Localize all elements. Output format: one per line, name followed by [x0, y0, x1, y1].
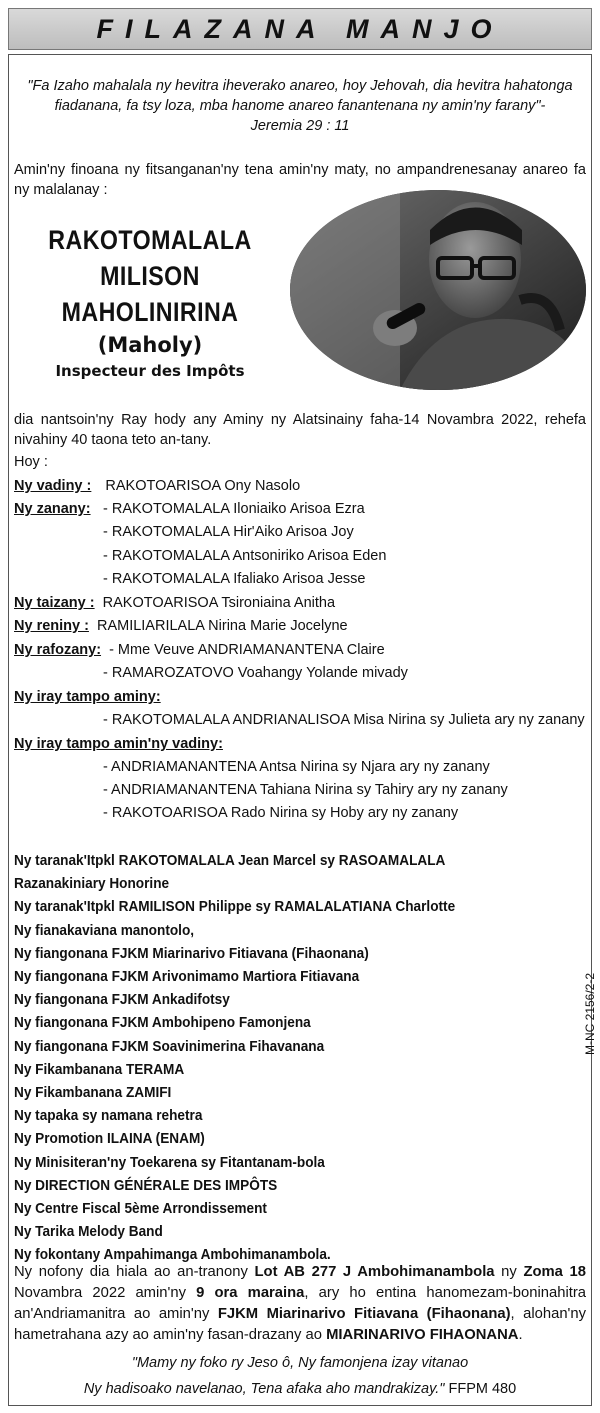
- notice-title: FILAZANA MANJO: [96, 13, 504, 44]
- sibling-item: - RAKOTOMALALA ANDRIANALISOA Misa Nirina sy Julieta ary ny zanany: [103, 712, 585, 728]
- mourner-item: Ny Promotion ILAINA (ENAM): [14, 1131, 205, 1148]
- child-item: - RAKOTOMALALA Hir'Aiko Arisoa Joy: [103, 524, 354, 540]
- hoy-label: Hoy :: [14, 454, 48, 470]
- bible-verse: [24, 76, 576, 136]
- mourner-item: Ny DIRECTION GÉNÉRALE DES IMPÔTS: [14, 1177, 278, 1194]
- deceased-block: [10, 222, 290, 382]
- mourner-item: Ny Minisiteran'ny Toekarena sy Fitantanam-bola: [14, 1154, 325, 1171]
- hymn-quote: [14, 1350, 586, 1402]
- child-item: - RAKOTOMALALA Iloniaiko Arisoa Ezra: [103, 501, 365, 517]
- verse-reference: Jeremia 29 : 11: [250, 118, 350, 134]
- siblings-label: Ny iray tampo aminy:: [14, 689, 161, 705]
- deceased-nickname: (Maholy): [97, 333, 203, 357]
- ad-reference: M-NC 2156/2-2: [583, 972, 597, 1055]
- deceased-surname: RAKOTOMALALA: [48, 225, 252, 255]
- mourner-item: Ny Tarika Melody Band: [14, 1224, 163, 1241]
- burial-place: MIARINARIVO FIHAONANA: [326, 1327, 519, 1343]
- mourner-item: Ny taranak'Itpkl RAKOTOMALALA Jean Marcel sy RASOAMALALA Razanakiniary Honorine: [14, 853, 445, 893]
- mourners-list: [14, 850, 584, 1268]
- mother-name: RAMILIARILALA Nirina Marie Jocelyne: [96, 618, 348, 634]
- mourner-item: Ny tapaka sy namana rehetra: [14, 1108, 203, 1125]
- mourner-item: Ny fiangonana FJKM Ambohipeno Famonjena: [14, 1015, 311, 1032]
- mourner-item: Ny fianakaviana manontolo,: [14, 922, 195, 939]
- spouse-sibling-item: - RAKOTOARISOA Rado Nirina sy Hoby ary ny zanany: [103, 805, 459, 821]
- deceased-title: Inspecteur des Impôts: [55, 362, 245, 380]
- mourner-item: Ny fokontany Ampahimanga Ambohimanambola.: [14, 1247, 331, 1264]
- family-caretaker: [14, 593, 335, 613]
- mourner-item: Ny taranak'Itpkl RAMILISON Philippe sy RAMALALATIANA Charlotte: [14, 899, 456, 916]
- notice-header: [8, 8, 592, 50]
- mourner-item: Ny Centre Fiscal 5ème Arrondissement: [14, 1201, 267, 1218]
- spouse-name: RAKOTOARISOA Ony Nasolo: [105, 478, 301, 494]
- spouse-sibling-item: - ANDRIAMANANTENA Antsa Nirina sy Njara ary ny zanany: [103, 759, 490, 775]
- mourner-item: Ny fiangonana FJKM Soavinimerina Fihavanana: [14, 1038, 325, 1055]
- portrait-icon: [290, 190, 586, 390]
- spouse-label: Ny vadiny :: [14, 478, 92, 494]
- hymn-reference: FFPM 480: [448, 1381, 517, 1397]
- family-in-laws: [14, 640, 385, 660]
- child-item: - RAKOTOMALALA Antsoniriko Arisoa Eden: [103, 548, 387, 564]
- child-item: - RAKOTOMALALA Ifaliako Arisoa Jesse: [103, 571, 366, 587]
- family-mother: [14, 616, 348, 636]
- portrait-photo: [290, 190, 586, 390]
- deceased-firstname: MILISON: [100, 261, 200, 291]
- caretaker-name: RAKOTOARISOA Tsironiaina Anitha: [102, 595, 336, 611]
- mourner-item: Ny Fikambanana ZAMIFI: [14, 1085, 172, 1102]
- children-label: Ny zanany:: [14, 501, 91, 517]
- hymn-line-2: Ny hadisoako navelanao, Tena afaka aho mandrakizay." FFPM 480: [83, 1381, 517, 1397]
- funeral-address: Lot AB 277 J Ambohimanambola: [254, 1264, 495, 1280]
- death-notice: dia nantsoin'ny Ray hody any Aminy ny Alatsinainy faha-14 Novambra 2022, rehefa nivahiny 40 taona teto an-tany.: [14, 412, 586, 448]
- funeral-time: 9 ora maraina: [196, 1285, 305, 1301]
- mourner-item: Ny fiangonana FJKM Arivonimamo Martiora Fitiavana: [14, 969, 360, 986]
- hymn-line-1: "Mamy ny foko ry Jeso ô, Ny famonjena izay vitanao: [131, 1355, 469, 1371]
- mother-label: Ny reniny :: [14, 618, 89, 634]
- mourner-item: Ny fiangonana FJKM Ankadifotsy: [14, 992, 230, 1009]
- caretaker-label: Ny taizany :: [14, 595, 95, 611]
- intro-text: Amin'ny finoana ny fitsanganan'ny tena amin'ny maty, no ampandrenesanay anareo fa ny malalanay :: [14, 162, 586, 198]
- deceased-middlename: MAHOLINIRINA: [61, 297, 239, 327]
- spouse-siblings-label: Ny iray tampo amin'ny vadiny:: [14, 736, 223, 752]
- mourner-item: Ny Fikambanana TERAMA: [14, 1061, 185, 1078]
- in-law-item: - Mme Veuve ANDRIAMANANTENA Claire: [109, 642, 385, 658]
- mourner-item: Ny fiangonana FJKM Miarinarivo Fitiavana (Fihaonana): [14, 945, 369, 962]
- in-laws-label: Ny rafozany:: [14, 642, 102, 658]
- spouse-sibling-item: - ANDRIAMANANTENA Tahiana Nirina sy Tahiry ary ny zanany: [103, 782, 508, 798]
- in-law-item: - RAMAROZATOVO Voahangy Yolande mivady: [103, 665, 408, 681]
- funeral-date: Zoma 18: [523, 1264, 587, 1280]
- verse-text: "Fa Izaho mahalala ny hevitra iheverako anareo, hoy Jehovah, dia hevitra hahatonga fiadanana, fa tsy loza, mba hanome anareo fanantenana ny amin'ny farany"-: [27, 78, 573, 114]
- funeral-details: Ny nofony dia hiala ao an-tranony Lot AB 277 J Ambohimanambola ny Zoma 18 Novambra 2022 amin'ny 9 ora maraina, ary ho entina hanomezam-boninahitra an'Andriamanitra ao amin'ny FJKM Miarinarivo Fitiavana (Fihaonana), alohan'ny hametrahana azy ao amin'ny fasan-drazany ao MIARINARIVO FIHAONANA.: [14, 1264, 587, 1343]
- family-spouse: [14, 476, 300, 496]
- funeral-church: FJKM Miarinarivo Fitiavana (Fihaonana): [217, 1306, 511, 1322]
